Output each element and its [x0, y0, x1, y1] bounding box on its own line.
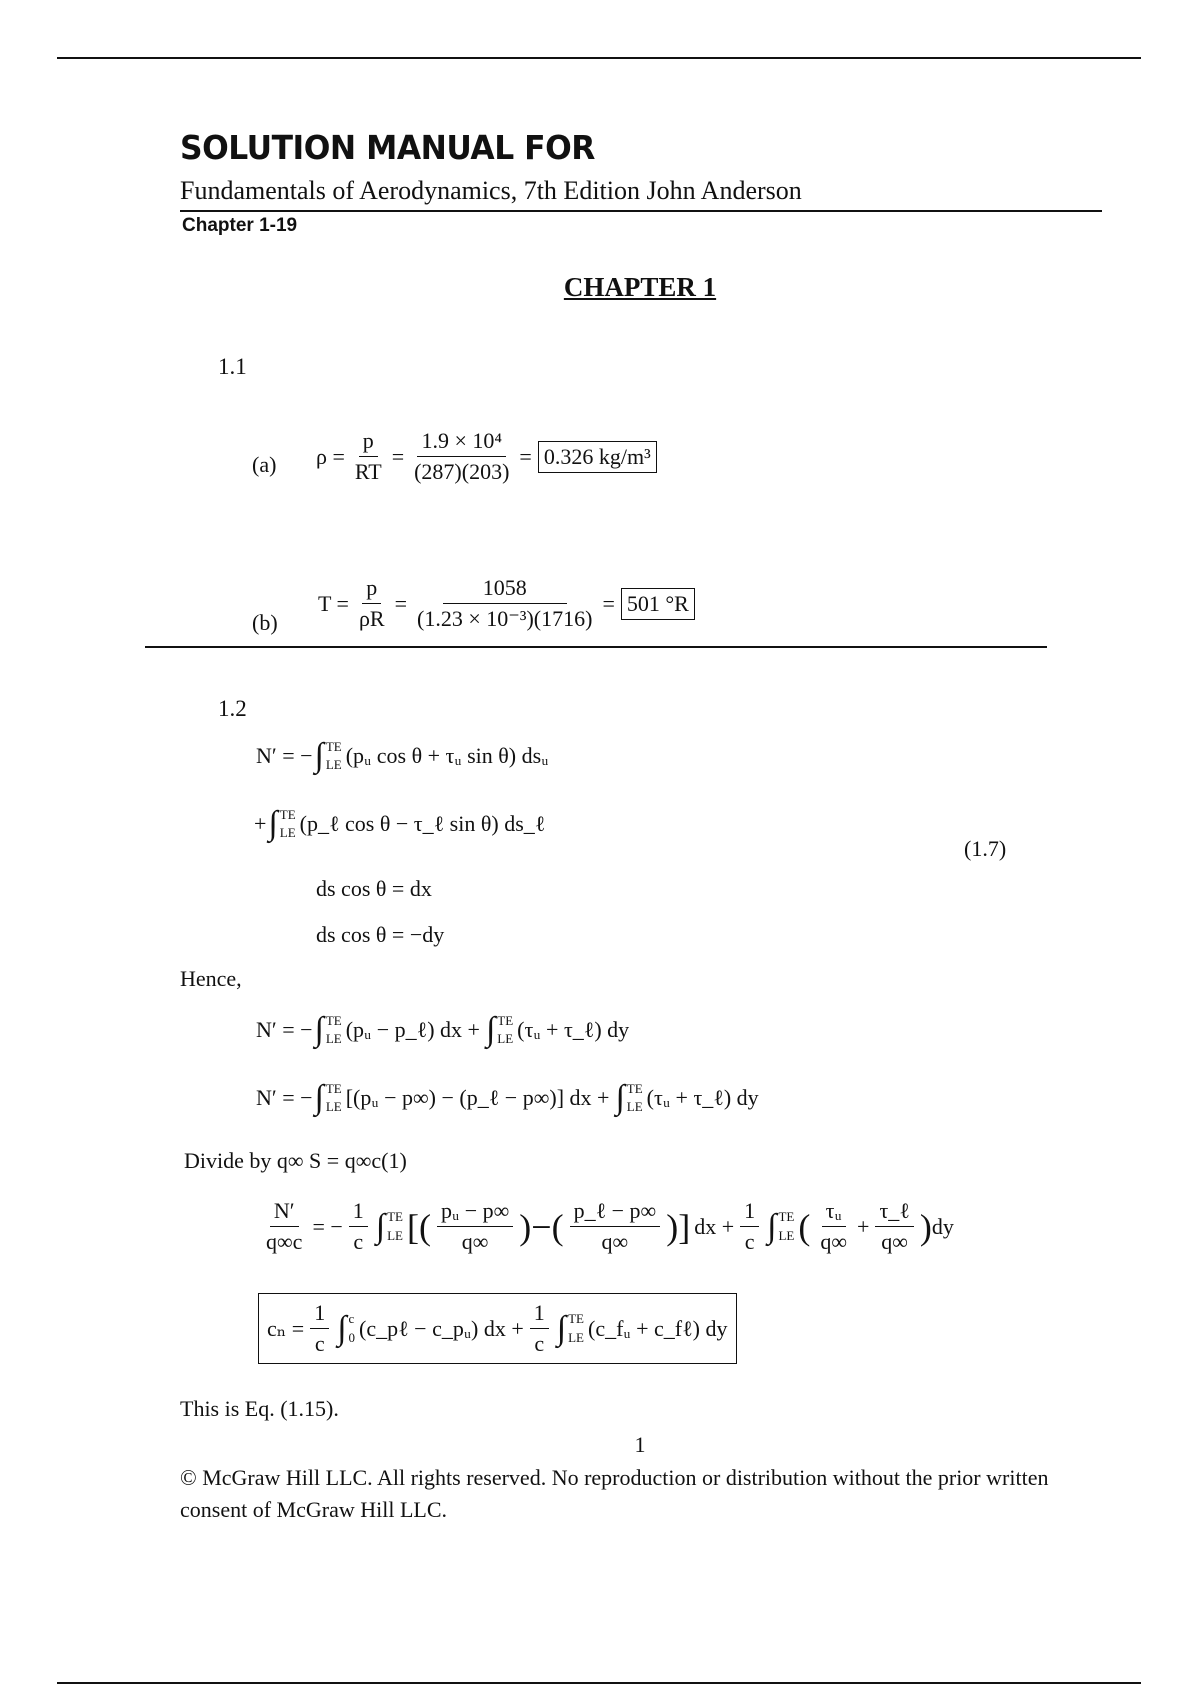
divide-text: Divide by q∞ S = q∞c(1) — [184, 1148, 407, 1173]
integral-limits — [497, 1012, 513, 1048]
integrand: (τᵤ + τ_ℓ) dy — [517, 1017, 630, 1043]
integral-limits — [349, 1310, 356, 1346]
numerator: 1 — [530, 1300, 549, 1329]
integral-limits — [627, 1080, 643, 1116]
integrand: (c_fᵤ + c_fℓ) dy — [588, 1315, 728, 1341]
denominator: c — [353, 1229, 364, 1254]
lower-limit: 0 — [348, 1329, 356, 1345]
lower-limit: LE — [325, 757, 342, 773]
conclusion-text: This is Eq. (1.15). — [180, 1396, 339, 1421]
equation-lhs: cₙ = — [267, 1315, 305, 1341]
lower-limit: LE — [626, 1099, 643, 1115]
hence-text: Hence, — [180, 966, 242, 991]
equation-lhs: N′ = − — [256, 743, 313, 769]
bracket: )−( — [519, 1206, 564, 1247]
integrand: (τᵤ + τ_ℓ) dy — [646, 1085, 759, 1111]
numerator: 1 — [310, 1300, 329, 1329]
integral-limits — [778, 1208, 794, 1244]
equation-normal-force-upper — [256, 738, 548, 774]
upper-limit: TE — [325, 1081, 342, 1096]
copyright-notice: © McGraw Hill LLC. All rights reserved. No reproduction or distribution without the prior written consent of McGraw Hill LLC. — [180, 1465, 1049, 1522]
integrand: (pᵤ cos θ + τᵤ sin θ) dsᵤ — [345, 743, 549, 769]
equation-reference: (1.7) — [964, 836, 1007, 861]
equation-normal-force-combined — [256, 1012, 629, 1048]
equals-sign: = — [394, 590, 408, 616]
upper-limit: c — [348, 1311, 355, 1327]
numerator: 1 — [349, 1198, 368, 1227]
problem-number: 1.1 — [218, 354, 247, 379]
header-rule — [180, 210, 1102, 212]
upper-limit: TE — [626, 1081, 643, 1096]
equation-ds-dy: ds cos θ = −dy — [316, 922, 445, 947]
denominator: (1.23 × 10⁻³)(1716) — [417, 606, 593, 631]
denominator: c — [314, 1331, 325, 1356]
integral-sign: ∫ — [615, 1079, 625, 1117]
integral-sign: ∫ — [314, 737, 324, 775]
bracket: )] — [666, 1206, 691, 1247]
integral-sign: ∫ — [337, 1309, 347, 1347]
equation-normalized: $\frac{N'}{q\infty c}$ = − $\frac{1}{c}$ ∫ TE LE [( $\frac{\text{pᵤ − p∞}}{q\infty}$ )−( $\frac{\text{p\_ℓ − p∞}}{q\infty}$ )] dx + $\frac{1}{c}$ ∫ TE LE ( $\frac{\text{τᵤ}}{q\infty}$ + $\frac{\text{τ\_ℓ}}{q\infty}$ ) dy — [256, 1198, 954, 1255]
lower-limit: LE — [778, 1227, 795, 1243]
upper-limit: TE — [325, 1013, 342, 1028]
denominator: q∞ — [461, 1229, 489, 1254]
problem-number: 1.2 — [218, 696, 247, 721]
top-rule — [57, 57, 1141, 59]
denominator: RT — [354, 459, 382, 484]
fraction — [355, 575, 389, 632]
fraction — [351, 428, 386, 485]
numerator: p_ℓ − p∞ — [570, 1198, 661, 1227]
denominator: c — [744, 1229, 755, 1254]
fraction — [437, 1198, 513, 1255]
upper-limit: TE — [325, 739, 342, 754]
upper-limit: TE — [387, 1209, 403, 1225]
integral-limits — [280, 806, 296, 842]
denominator: q∞ — [881, 1229, 908, 1254]
numerator: p — [359, 428, 378, 457]
denominator: (287)(203) — [414, 459, 510, 484]
part-label: (a) — [252, 452, 277, 477]
integrand: (pᵤ − p_ℓ) dx + — [345, 1017, 480, 1043]
denominator: ρR — [358, 606, 385, 631]
document-title: SOLUTION MANUAL FOR — [180, 128, 595, 167]
denominator: q∞ — [601, 1229, 629, 1254]
plus-sign: + — [254, 811, 267, 837]
numerator: p — [362, 575, 381, 604]
integral-sign: ∫ — [268, 805, 278, 843]
fraction — [310, 1300, 329, 1357]
integral-sign: ∫ — [314, 1079, 324, 1117]
boxed-result: 501 °R — [621, 588, 695, 620]
integral-sign: ∫ — [556, 1309, 567, 1347]
bracket: ( — [798, 1206, 811, 1247]
denominator: c — [534, 1331, 545, 1356]
equation-lhs: ρ = — [316, 443, 345, 469]
fraction — [816, 1198, 851, 1255]
numerator: N′ — [270, 1198, 299, 1227]
document-subtitle: Fundamentals of Aerodynamics, 7th Edition John Anderson — [180, 176, 802, 205]
equation-normal-force-freestream — [256, 1080, 759, 1116]
lower-limit: LE — [497, 1031, 514, 1047]
integral-sign: ∫ — [767, 1207, 777, 1245]
equals-sign: = − — [312, 1213, 343, 1239]
numerator: pᵤ − p∞ — [437, 1198, 513, 1227]
bottom-rule — [57, 1682, 1141, 1684]
boxed-normal-force-coefficient — [258, 1293, 737, 1364]
lower-limit: LE — [279, 825, 296, 841]
bracket: ) — [919, 1206, 932, 1247]
lower-limit: LE — [325, 1031, 342, 1047]
integral-limits — [326, 1080, 342, 1116]
lower-limit: LE — [325, 1099, 342, 1115]
equation-ds-dx: ds cos θ = dx — [316, 876, 432, 901]
integrand: (c_pℓ − c_pᵤ) dx + — [359, 1315, 524, 1341]
numerator: τ_ℓ — [875, 1198, 913, 1227]
bracket: [( — [407, 1206, 431, 1247]
integral-limits — [387, 1208, 403, 1244]
fraction — [570, 1198, 661, 1255]
equals-sign: = — [391, 443, 405, 469]
fraction — [875, 1198, 913, 1255]
fraction — [413, 575, 596, 632]
section-divider — [145, 646, 1047, 648]
numerator: 1 — [740, 1198, 759, 1227]
lower-limit: LE — [387, 1227, 403, 1243]
equals-sign: = — [602, 590, 615, 616]
differential: dy — [931, 1213, 954, 1239]
equals-sign: = — [519, 443, 532, 469]
integral-limits — [326, 1012, 342, 1048]
lower-limit: LE — [568, 1329, 584, 1345]
chapter-range: Chapter 1-19 — [182, 215, 298, 236]
boxed-equation — [258, 1293, 737, 1364]
chapter-heading: CHAPTER 1 — [563, 272, 717, 302]
fraction — [530, 1300, 549, 1357]
boxed-result: 0.326 kg/m³ — [538, 441, 657, 473]
differential: dx + — [694, 1213, 735, 1239]
integral-sign: ∫ — [375, 1207, 386, 1245]
integral-limits — [568, 1310, 584, 1346]
upper-limit: TE — [279, 807, 296, 822]
fraction — [349, 1198, 368, 1255]
equation-temperature — [318, 575, 695, 632]
equation-density — [316, 428, 657, 485]
page-number: 1 — [634, 1432, 646, 1457]
fraction — [262, 1198, 306, 1255]
equation-normal-force-lower — [254, 806, 545, 842]
integral-sign: ∫ — [485, 1011, 496, 1049]
denominator: q∞c — [266, 1229, 303, 1254]
numerator: τᵤ — [822, 1198, 846, 1227]
numerator: 1.9 × 10⁴ — [417, 428, 506, 457]
equation-lhs: N′ = − — [256, 1085, 313, 1111]
part-label: (b) — [252, 610, 278, 635]
fraction — [410, 428, 513, 485]
fraction — [740, 1198, 759, 1255]
numerator: 1058 — [443, 575, 567, 604]
integral-limits — [326, 738, 342, 774]
equation-lhs: N′ = − — [256, 1017, 313, 1043]
integrand: [(pᵤ − p∞) − (p_ℓ − p∞)] dx + — [345, 1085, 610, 1111]
denominator: q∞ — [820, 1229, 848, 1254]
upper-limit: TE — [778, 1209, 795, 1225]
integral-sign: ∫ — [314, 1011, 324, 1049]
upper-limit: TE — [568, 1311, 584, 1327]
integrand: (p_ℓ cos θ − τ_ℓ sin θ) ds_ℓ — [299, 811, 546, 837]
equation-lhs: T = — [318, 590, 349, 616]
upper-limit: TE — [497, 1013, 514, 1028]
